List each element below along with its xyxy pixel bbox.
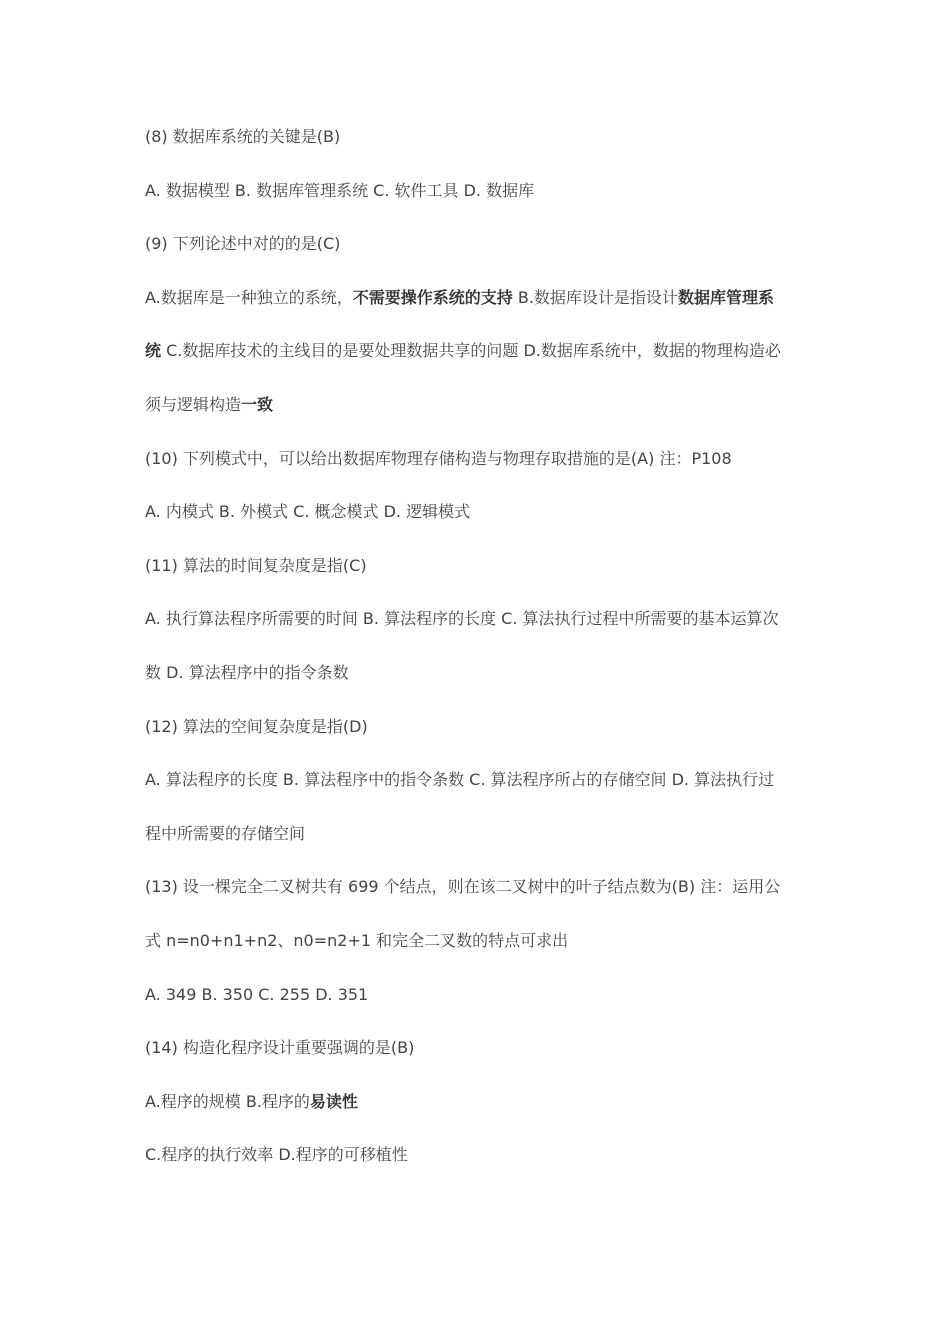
text-line-16 (145, 924, 810, 978)
text-line-13 (145, 763, 810, 817)
text-segment: 数 D. 算法程序中的指令条数 (145, 662, 349, 682)
text-line-12 (145, 710, 810, 764)
text-line-9 (145, 549, 810, 603)
text-segment: A.程序的规模 B.程序的 (145, 1091, 310, 1111)
text-line-19 (145, 1085, 810, 1139)
text-segment: A. 349 B. 350 C. 255 D. 351 (145, 984, 369, 1004)
text-segment: A.数据库是一种独立的系统， (145, 287, 353, 307)
text-segment: A. 内模式 B. 外模式 C. 概念模式 D. 逻辑模式 (145, 502, 471, 522)
bold-text: 统 (145, 341, 162, 361)
text-line-10 (145, 602, 810, 656)
text-segment: (14) 构造化程序设计重要强调的是(B) (145, 1038, 415, 1058)
bold-text: 一致 (241, 394, 274, 414)
text-segment: 式 n=n0+n1+n2、n0=n2+1 和完全二叉数的特点可求出 (145, 930, 569, 950)
text-segment: (9) 下列论述中对的的是(C) (145, 234, 341, 254)
text-segment: (10) 下列模式中，可以给出数据库物理存储构造与物理存取措施的是(A) 注：P108 (145, 448, 732, 468)
bold-text: 易读性 (309, 1091, 358, 1111)
text-line-1 (145, 120, 810, 174)
text-line-5 (145, 334, 810, 388)
text-line-15 (145, 870, 810, 924)
text-segment: (8) 数据库系统的关键是(B) (145, 127, 341, 146)
text-line-20 (145, 1138, 810, 1192)
bold-text: 不需要操作系统的支持 (352, 287, 513, 307)
text-line-2 (145, 174, 810, 228)
text-segment: 须与逻辑构造 (145, 394, 242, 414)
document-page (145, 120, 810, 1192)
text-segment: C.程序的执行效率 D.程序的可移植性 (145, 1145, 408, 1165)
text-segment: A. 执行算法程序所需要的时间 B. 算法程序的长度 C. 算法执行过程中所需要的基本运算次 (145, 609, 779, 629)
text-line-7 (145, 442, 810, 496)
text-line-11 (145, 656, 810, 710)
text-line-18 (145, 1031, 810, 1085)
text-segment: A. 算法程序的长度 B. 算法程序中的指令条数 C. 算法程序所占的存储空间 D. 算法执行过 (145, 770, 775, 790)
text-segment: (11) 算法的时间复杂度是指(C) (145, 555, 367, 575)
text-segment: (13) 设一棵完全二叉树共有 699 个结点，则在该二叉树中的叶子结点数为(B) 注：运用公 (145, 877, 781, 897)
text-segment: (12) 算法的空间复杂度是指(D) (145, 716, 368, 736)
text-segment: A. 数据模型 B. 数据库管理系统 C. 软件工具 D. 数据库 (145, 180, 535, 200)
bold-text: 数据库管理系 (677, 287, 774, 307)
text-line-17 (145, 978, 810, 1032)
text-segment: B.数据库设计是指设计 (512, 287, 678, 307)
text-segment: 程中所需要的存储空间 (145, 823, 306, 843)
text-line-3 (145, 227, 810, 281)
text-line-4 (145, 281, 810, 335)
text-segment: C.数据库技术的主线目的是要处理数据共享的问题 D.数据库系统中，数据的物理构造必 (161, 341, 781, 361)
text-line-14 (145, 817, 810, 871)
text-line-8 (145, 495, 810, 549)
text-line-6 (145, 388, 810, 442)
